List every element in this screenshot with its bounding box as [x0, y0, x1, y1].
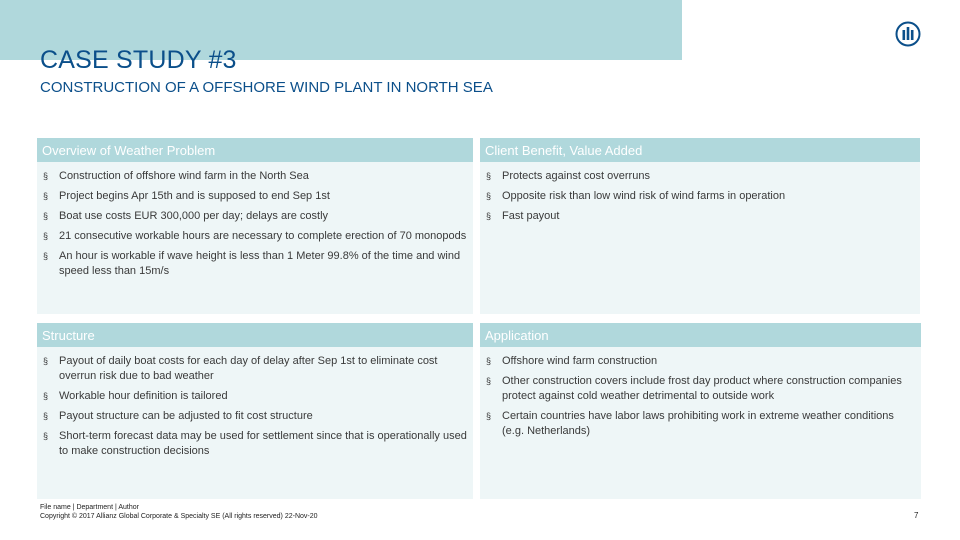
bullet-icon: § — [486, 171, 492, 181]
page-number: 7 — [914, 511, 919, 520]
list-item-text: Protects against cost overruns — [502, 170, 650, 182]
bullet-icon: § — [486, 211, 492, 221]
list-item — [486, 409, 915, 439]
benefit-list — [480, 162, 920, 224]
bullet-icon: § — [43, 411, 49, 421]
bullet-icon: § — [43, 431, 49, 441]
allianz-logo-icon — [895, 21, 921, 47]
bullet-icon: § — [43, 191, 49, 201]
bullet-icon: § — [43, 231, 49, 241]
list-item — [486, 209, 914, 224]
list-item-text: Payout of daily boat costs for each day of delay after Sep 1st to eliminate cost overrun risk due to bad weather — [59, 355, 438, 382]
list-item-text: Offshore wind farm construction — [502, 355, 658, 367]
bullet-icon: § — [486, 191, 492, 201]
structure-panel-body — [37, 347, 473, 499]
application-panel — [480, 323, 921, 499]
structure-list — [37, 347, 473, 459]
list-item — [43, 354, 467, 384]
list-item-text: Boat use costs EUR 300,000 per day; delays are costly — [59, 210, 329, 222]
bullet-icon: § — [43, 356, 49, 366]
list-item — [43, 249, 467, 279]
list-item-text: Certain countries have labor laws prohibiting work in extreme weather conditions (e.g. Netherlands) — [502, 410, 894, 437]
page-title: CASE STUDY #3 — [40, 46, 237, 74]
list-item-text: An hour is workable if wave height is less than 1 Meter 99.8% of the time and wind speed less than 15m/s — [59, 250, 461, 277]
list-item-text: Project begins Apr 15th and is supposed to end Sep 1st — [59, 190, 330, 202]
list-item — [486, 374, 915, 404]
structure-panel-title: Structure — [37, 323, 473, 347]
list-item — [43, 189, 467, 204]
list-item — [43, 409, 467, 424]
overview-panel-title: Overview of Weather Problem — [37, 138, 473, 162]
overview-panel-body — [37, 162, 473, 314]
list-item — [43, 209, 467, 224]
bullet-icon: § — [486, 411, 492, 421]
bullet-icon: § — [43, 251, 49, 261]
footer — [40, 503, 318, 521]
benefit-panel-title: Client Benefit, Value Added — [480, 138, 920, 162]
application-panel-title: Application — [480, 323, 921, 347]
application-list — [480, 347, 921, 439]
list-item-text: Other construction covers include frost day product where construction companies protect against cold weather detrimental to outside work — [502, 375, 902, 402]
footer-file-info: File name | Department | Author — [40, 504, 139, 511]
list-item — [486, 189, 914, 204]
list-item-text: Payout structure can be adjusted to fit cost structure — [59, 410, 313, 422]
list-item-text: Construction of offshore wind farm in the North Sea — [59, 170, 309, 182]
bullet-icon: § — [43, 391, 49, 401]
page-subtitle: CONSTRUCTION OF A OFFSHORE WIND PLANT IN NORTH SEA — [40, 79, 493, 96]
list-item-text: Fast payout — [502, 210, 560, 222]
list-item-text: Short-term forecast data may be used for settlement since that is operationally used to make construction decisions — [59, 430, 467, 457]
benefit-panel — [480, 138, 920, 314]
structure-panel — [37, 323, 473, 499]
benefit-panel-body — [480, 162, 920, 314]
overview-panel — [37, 138, 473, 314]
list-item — [43, 389, 467, 404]
list-item — [43, 169, 467, 184]
list-item — [43, 429, 467, 459]
footer-copyright: Copyright © 2017 Allianz Global Corporate & Specialty SE (All rights reserved) 22-Nov-20 — [40, 513, 318, 520]
list-item — [486, 354, 915, 369]
overview-list — [37, 162, 473, 279]
bullet-icon: § — [486, 376, 492, 386]
bullet-icon: § — [486, 356, 492, 366]
bullet-icon: § — [43, 171, 49, 181]
list-item-text: Workable hour definition is tailored — [59, 390, 228, 402]
list-item-text: 21 consecutive workable hours are necessary to complete erection of 70 monopods — [59, 230, 467, 242]
list-item — [486, 169, 914, 184]
application-panel-body — [480, 347, 921, 499]
list-item-text: Opposite risk than low wind risk of wind farms in operation — [502, 190, 786, 202]
bullet-icon: § — [43, 211, 49, 221]
list-item — [43, 229, 467, 244]
